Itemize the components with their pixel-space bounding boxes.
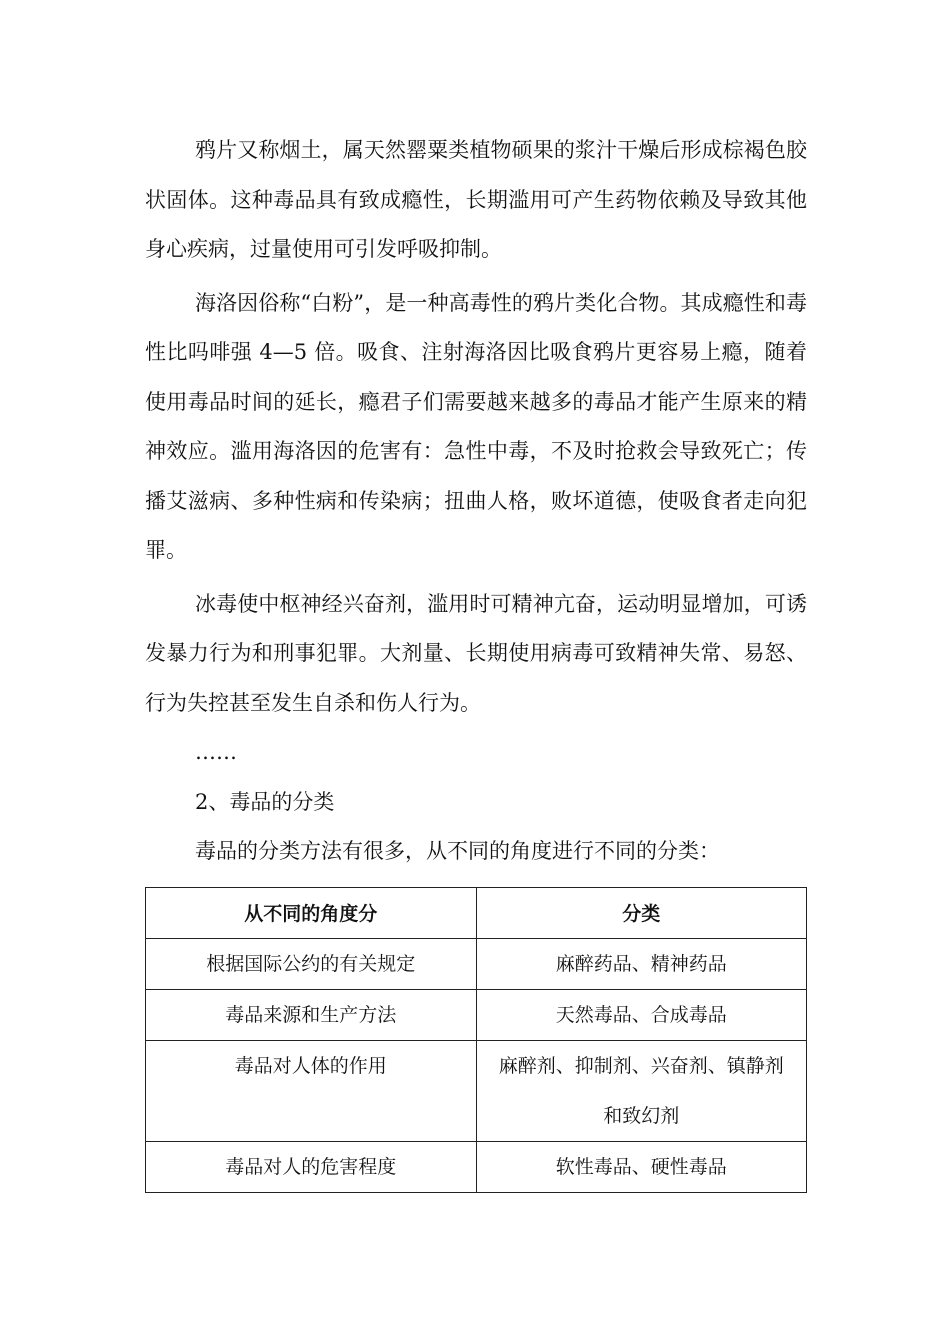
table-row: [146, 1040, 807, 1141]
cell-category: 软性毒品、硬性毒品: [476, 1141, 807, 1192]
table-row: [146, 1141, 807, 1192]
classification-table: [145, 887, 807, 1193]
paragraph-intro: 毒品的分类方法有很多，从不同的角度进行不同的分类：: [195, 839, 720, 863]
table-row: [146, 989, 807, 1040]
cell-angle: 毒品对人体的作用: [146, 1040, 477, 1141]
table-row: [146, 938, 807, 989]
cell-angle: 毒品对人的危害程度: [146, 1141, 477, 1192]
paragraph-heroin: 海洛因俗称“白粉”，是一种高毒性的鸦片类化合物。其成瘾性和毒性比吗啡强 4—5 倍。吸食、注射海洛因比吸食鸦片更容易上瘾，随着使用毒品时间的延长，瘾君子们需要越来越多的毒品才能产生原来的精神效应。滥用海洛因的危害有：急性中毒，不及时抢救会导致死亡；传播艾滋病、多种性病和传染病；扭曲人格，败坏道德，使吸食者走向犯罪。: [145, 290, 807, 562]
cell-angle: 根据国际公约的有关规定: [146, 938, 477, 989]
cell-category: 麻醉剂、抑制剂、兴奋剂、镇静剂和致幻剂: [476, 1040, 807, 1141]
paragraph-opium: 鸦片又称烟土，属天然罂粟类植物硕果的浆汁干燥后形成棕褐色胶状固体。这种毒品具有致成瘾性，长期滥用可产生药物依赖及导致其他身心疾病，过量使用可引发呼吸抑制。: [145, 138, 807, 261]
paragraph-meth: 冰毒使中枢神经兴奋剂，滥用时可精神亢奋，运动明显增加，可诱发暴力行为和刑事犯罪。大剂量、长期使用病毒可致精神失常、易怒、行为失控甚至发生自杀和伤人行为。: [145, 591, 807, 715]
ellipsis: ……: [195, 740, 237, 764]
document-page: [145, 126, 807, 1193]
table-header-row: [146, 887, 807, 938]
header-category: 分类: [476, 887, 807, 938]
cell-category: 麻醉药品、精神药品: [476, 938, 807, 989]
header-angle: 从不同的角度分: [146, 887, 477, 938]
cell-angle: 毒品来源和生产方法: [146, 989, 477, 1040]
section-heading: 2、毒品的分类: [195, 789, 335, 814]
cell-category: 天然毒品、合成毒品: [476, 989, 807, 1040]
